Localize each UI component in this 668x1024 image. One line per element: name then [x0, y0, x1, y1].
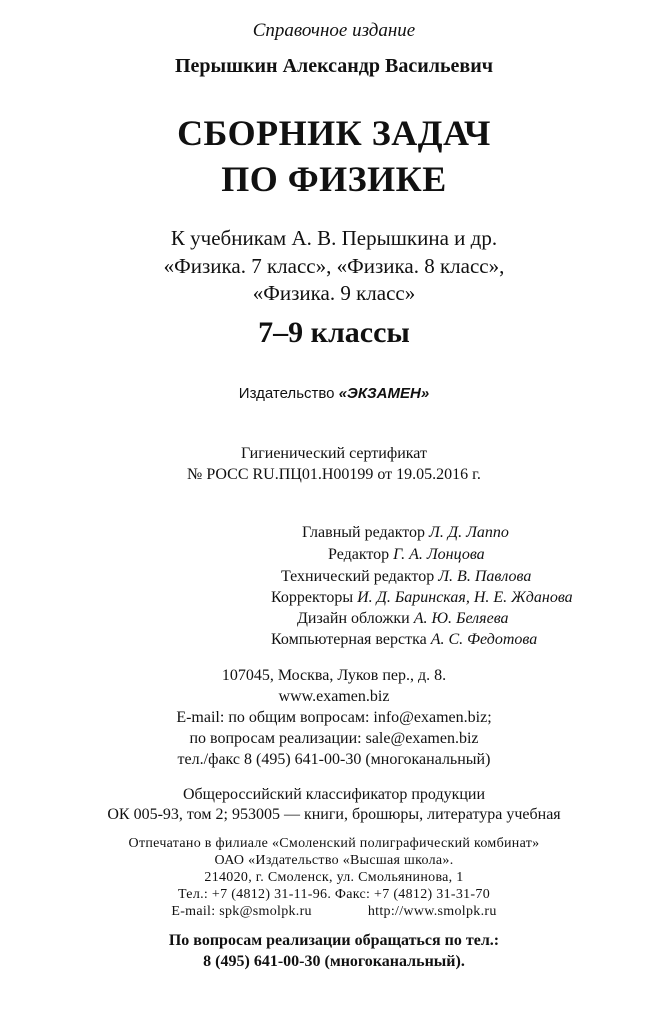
printer-address: 214020, г. Смоленск, ул. Смольянинова, 1 [204, 870, 464, 885]
grades-label: 7–9 классы [258, 316, 410, 349]
staff-person: А. С. Федотова [430, 631, 538, 648]
printer-company: ОАО «Издательство «Высшая школа». [214, 853, 454, 868]
certificate-title: Гигиенический сертификат [241, 445, 427, 462]
publisher-email-sales: по вопросам реализации: sale@examen.biz [189, 730, 479, 747]
classifier-code: ОК 005-93, том 2; 953005 — книги, брошюры, литература учебная [107, 806, 561, 823]
classifier-title: Общероссийский классификатор продукции [182, 786, 486, 803]
staff-role: Технический редактор [281, 568, 435, 585]
staff-role: Компьютерная верстка [271, 631, 427, 648]
printer-email: E-mail: spk@smolpk.ru [171, 904, 312, 919]
staff-role: Главный редактор [302, 524, 426, 541]
publisher-website: www.examen.biz [278, 688, 390, 705]
staff-row [281, 568, 531, 586]
subtitle-line-2: «Физика. 7 класс», «Физика. 8 класс», [163, 254, 505, 278]
staff-person: А. Ю. Беляева [413, 610, 509, 627]
publisher-line [0, 385, 668, 402]
staff-role: Дизайн обложки [297, 610, 410, 627]
staff-person: И. Д. Баринская, Н. Е. Жданова [357, 589, 573, 606]
printer-website: http://www.smolpk.ru [367, 904, 497, 919]
staff-person: Г. А. Лонцова [393, 546, 485, 563]
publisher-email-general: E-mail: по общим вопросам: info@examen.biz; [176, 709, 492, 726]
printer-contacts [0, 904, 668, 920]
certificate-number: № РОСС RU.ПЦ01.Н00199 от 19.05.2016 г. [187, 466, 481, 483]
staff-row [328, 546, 485, 564]
sales-contact-phone: 8 (495) 641-00-30 (многоканальный). [203, 953, 465, 970]
printer-phone: Тел.: +7 (4812) 31-11-96. Факс: +7 (4812) 31-31-70 [177, 887, 490, 902]
staff-person: Л. Д. Лаппо [429, 524, 509, 541]
subtitle-line-1: К учебникам А. В. Перышкина и др. [170, 226, 498, 250]
staff-row [271, 589, 573, 607]
author-name: Перышкин Александр Васильевич [174, 55, 494, 77]
book-title-line-1: СБОРНИК ЗАДАЧ [177, 113, 491, 153]
staff-role: Корректоры [271, 589, 354, 606]
subtitle-line-3: «Физика. 9 класс» [252, 281, 416, 305]
publisher-prefix: Издательство [238, 385, 335, 402]
edition-type: Справочное издание [252, 20, 416, 41]
staff-row [271, 631, 537, 649]
staff-row [297, 610, 509, 628]
publisher-address: 107045, Москва, Луков пер., д. 8. [221, 667, 447, 684]
book-title-line-2: ПО ФИЗИКЕ [221, 159, 447, 199]
publisher-name: «ЭКЗАМЕН» [338, 385, 430, 402]
publisher-phone: тел./факс 8 (495) 641-00-30 (многоканальный) [177, 751, 491, 768]
staff-role: Редактор [328, 546, 390, 563]
staff-person: Л. В. Павлова [438, 568, 532, 585]
printer-name: Отпечатано в филиале «Смоленский полиграфический комбинат» [128, 836, 540, 851]
staff-row [302, 524, 509, 542]
sales-contact-title: По вопросам реализации обращаться по тел.: [168, 932, 500, 949]
